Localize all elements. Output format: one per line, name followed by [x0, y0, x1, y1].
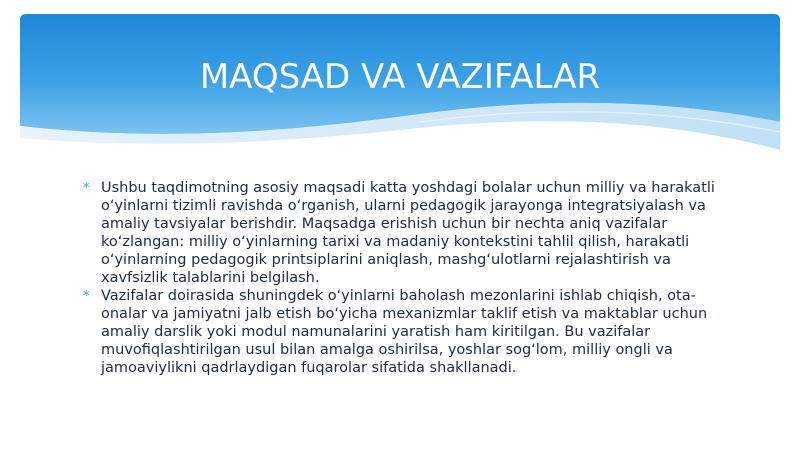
bullet-list: [83, 180, 723, 379]
list-item: [83, 180, 723, 287]
slide-header: [20, 14, 780, 164]
list-item: [83, 288, 723, 378]
asterisk-bullet-icon: *: [83, 289, 90, 305]
bullet-text: Vazifalar doirasida shuningdek o‘yinlarni baholash mezonlarini ishlab chiqish, ota-onalar va jamiyatni jalb etish bo‘yicha mexanizmlar taklif etish va maktablar uchun amaliy darslik yoki modul namunalarini yaratish ham kiritilgan. Bu vazifalar muvofiqlashtirilgan usul bilan amalga oshirilsa, yoshlar sog‘lom, milliy ongli va jamoaviylikni qadrlaydigan fuqarolar sifatida shakllanadi.: [101, 288, 708, 377]
slide-title: MAQSAD VA VAZIFALAR: [199, 57, 601, 97]
asterisk-bullet-icon: *: [83, 181, 90, 196]
bullet-text: Ushbu taqdimotning asosiy maqsadi katta yoshdagi bolalar uchun milliy va harakatli o‘yinlarni tizimli ravishda o‘rganish, ularni pedagogik jarayonga integratsiyalash va amaliy tavsiyalar berishdir. Maqsadga erishish uchun bir nechta aniq vazifalar ko‘zlangan: milliy o‘yinlarning tarixi va madaniy kontekstini tahlil qilish, harakatli o‘yinlarning pedagogik printsiplarini aniqlash, mashg‘ulotlarni rejalashtirish va xavfsizlik talablarini belgilash.: [101, 180, 715, 286]
